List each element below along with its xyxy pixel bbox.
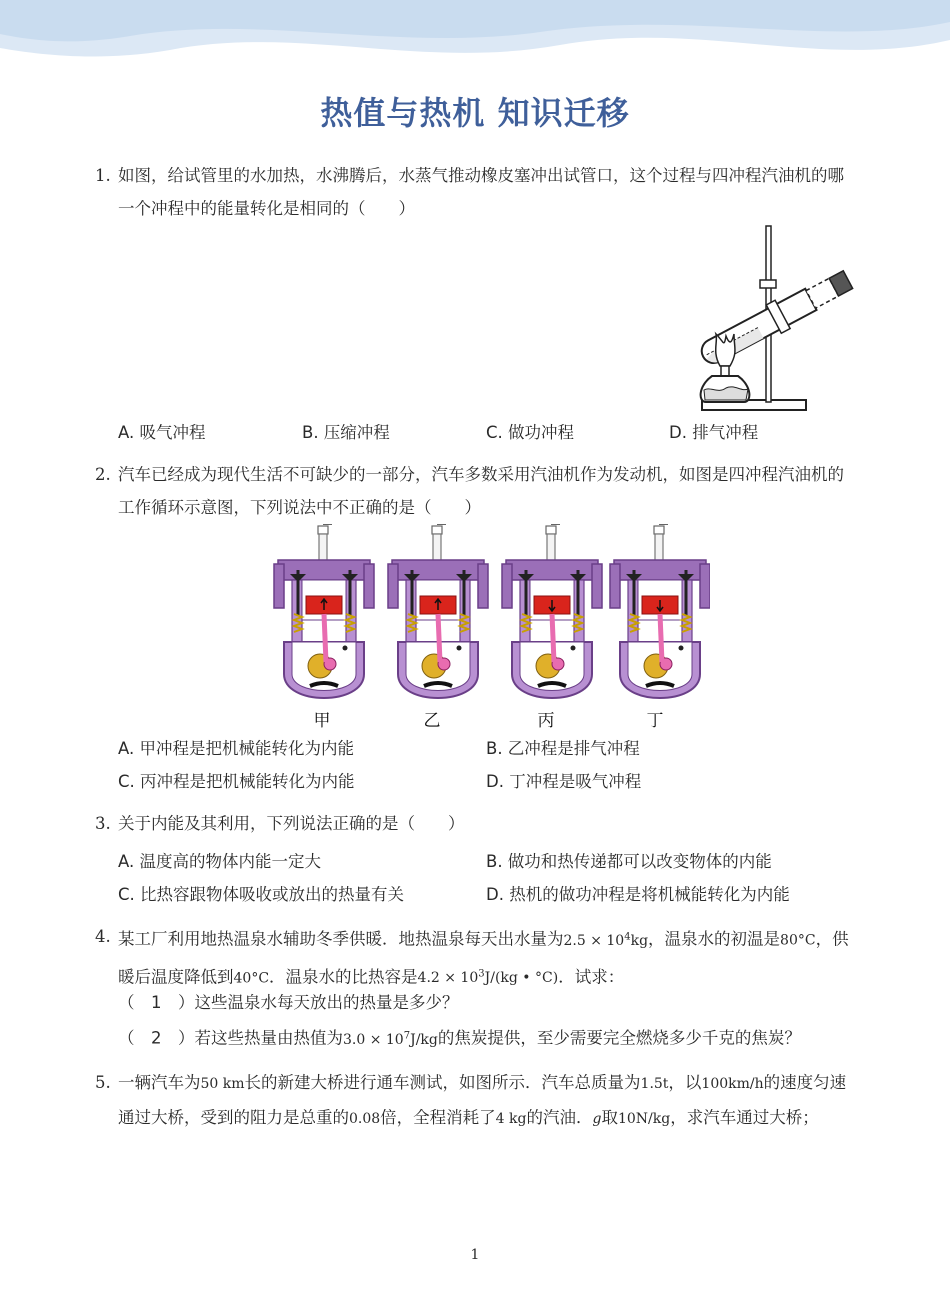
question-text: 某工厂利用地热温泉水辅助冬季供暖．地热温泉每天出水量为$2.5 \times 10^4kg$，温泉水的初温是80°C，供 暖后温度降低到40°C．温泉水的比热容是$4.2 \times 10^3J/(kg$ • °C)．试求： — [118, 929, 849, 987]
engine-label-ding: 丁 — [646, 711, 664, 731]
question-3 — [95, 807, 855, 840]
engine-jia-diagram — [274, 524, 374, 698]
resistance-ratio: 0.08 — [349, 1111, 381, 1127]
question-4 — [95, 920, 855, 995]
option-d[interactable]: D. 丁冲程是吸气冲程 — [486, 772, 642, 791]
page-number: 1 — [470, 1247, 480, 1263]
option-a[interactable]: A. 吸气冲程 — [118, 423, 206, 442]
option-c[interactable]: C. 做功冲程 — [486, 423, 575, 442]
page-title: 热值与热机 知识迁移 — [320, 94, 630, 132]
question-5 — [95, 1066, 855, 1136]
option-c[interactable]: C. 比热容跟物体吸收或放出的热量有关 — [118, 885, 405, 904]
engine-diagrams — [270, 524, 710, 710]
gravity-value: 10N/kg — [617, 1111, 671, 1127]
question-text: 汽车已经成为现代生活不可缺少的一部分，汽车多数采用汽油机作为发动机，如图是四冲程汽油机的工作循环示意图，下列说法中不正确的是（ ） — [118, 465, 844, 517]
option-c[interactable]: C. 丙冲程是把机械能转化为内能 — [118, 772, 355, 791]
option-b[interactable]: B. 压缩冲程 — [302, 423, 390, 442]
engine-label-yi: 乙 — [423, 711, 441, 731]
car-speed: 100km/h — [701, 1076, 764, 1092]
question-4-sub-1: （ 1 ）这些温泉水每天放出的热量是多少？ — [118, 993, 459, 1012]
question-2 — [95, 458, 855, 524]
question-text: 如图，给试管里的水加热，水沸腾后，水蒸气推动橡皮塞冲出试管口，这个过程与四冲程汽油机的哪一个冲程中的能量转化是相同的（ ） — [118, 166, 844, 218]
initial-temp: 80°C — [780, 932, 816, 949]
question-number: 3. — [95, 814, 111, 833]
engine-label-bing: 丙 — [537, 711, 555, 731]
question-4-sub-2: （ 2 ）若这些热量由热值为$3.0 \times 10^7J/kg$的焦炭提供，至少需要完全燃烧多少千克的焦炭？ — [118, 1028, 801, 1048]
question-1 — [95, 159, 855, 225]
gravity-symbol: g — [592, 1111, 602, 1127]
option-d[interactable]: D. 排气冲程 — [669, 423, 759, 442]
question-number: 5. — [95, 1073, 111, 1092]
heat-value: $3.0 \times 10^7J/kg$ — [343, 1030, 438, 1048]
option-b[interactable]: B. 做功和热传递都可以改变物体的内能 — [486, 852, 772, 871]
question-text: 关于内能及其利用，下列说法正确的是（ ） — [118, 814, 465, 833]
question-number: 1. — [95, 166, 111, 185]
option-d[interactable]: D. 热机的做功冲程是将机械能转化为内能 — [486, 885, 790, 904]
option-b[interactable]: B. 乙冲程是排气冲程 — [486, 739, 640, 758]
header-wave-decoration — [0, 0, 950, 70]
question-number: 2. — [95, 465, 111, 484]
engine-yi-diagram — [388, 524, 488, 698]
fuel-mass: 4 kg — [495, 1111, 527, 1127]
option-a[interactable]: A. 温度高的物体内能一定大 — [118, 852, 321, 871]
question-number: 4. — [95, 927, 111, 946]
engine-cycle-figure — [270, 524, 710, 734]
test-tube-heating-figure — [690, 224, 860, 416]
specific-heat: $4.2 \times 10^3J/(kg$ • °C) — [417, 968, 559, 987]
final-temp: 40°C — [233, 970, 270, 987]
bridge-length: 50 km — [200, 1076, 245, 1092]
engine-label-jia: 甲 — [313, 711, 331, 731]
water-mass: $2.5 \times 10^4kg$ — [563, 931, 649, 949]
option-a[interactable]: A. 甲冲程是把机械能转化为内能 — [118, 739, 354, 758]
question-text: 一辆汽车为50 km长的新建大桥进行通车测试，如图所示．汽车总质量为1.5t，以100km/h的速度匀速 通过大桥，受到的阻力是总重的0.08倍，全程消耗了4 kg的汽油．g取10N/kg，求汽车通过大桥； — [118, 1073, 847, 1127]
car-mass: 1.5t — [640, 1076, 669, 1092]
